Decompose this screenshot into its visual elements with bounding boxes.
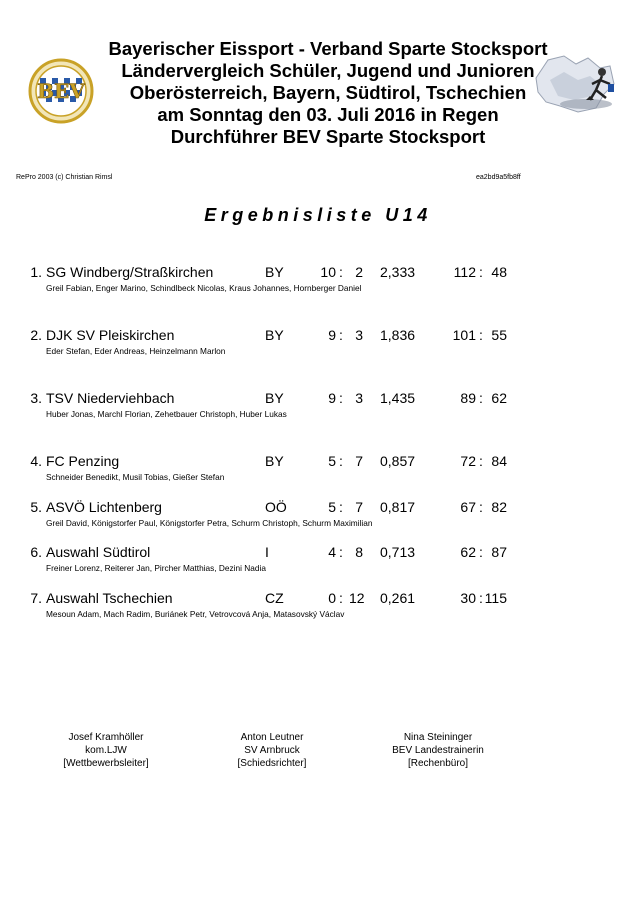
separator-colon: : (479, 327, 483, 343)
result-quotient: 0,817 (380, 499, 416, 515)
result-points-minus: 3 (355, 327, 363, 343)
result-score-minus: 62 (491, 390, 507, 406)
result-score-minus: 82 (491, 499, 507, 515)
signature-name: Josef Kramhöller (68, 732, 144, 743)
result-country: CZ (265, 590, 284, 606)
separator-colon: : (479, 499, 483, 515)
result-points-minus: 8 (355, 544, 363, 560)
separator-colon: : (339, 264, 343, 280)
result-row (0, 390, 636, 424)
result-row (0, 544, 636, 578)
result-score-minus: 48 (491, 264, 507, 280)
signature-block-2 (192, 731, 352, 770)
result-players: Huber Jonas, Marchl Florian, Zehetbauer Christoph, Huber Lukas (46, 409, 287, 419)
result-row (0, 590, 636, 624)
result-rank: 4. (30, 453, 42, 469)
result-points-plus: 9 (328, 327, 336, 343)
signature-affiliation: SV Arnbruck (244, 745, 300, 756)
signature-affiliation: kom.LJW (85, 745, 127, 756)
result-team: SG Windberg/Straßkirchen (46, 264, 214, 280)
result-country: BY (265, 453, 284, 469)
result-score-minus: 115 (484, 590, 507, 606)
result-score-plus: 101 (452, 327, 476, 343)
signature-block-3 (358, 731, 518, 770)
header-line-1: Bayerischer Eissport - Verband Sparte Stocksport (108, 38, 548, 59)
result-points-plus: 10 (320, 264, 336, 280)
result-score-plus: 112 (453, 264, 476, 280)
header-line-2: Ländervergleich Schüler, Jugend und Junioren (121, 60, 535, 81)
document-hash: ea2bd9a5fb8ff (476, 174, 521, 181)
header (0, 38, 636, 148)
result-country: I (265, 544, 269, 560)
signature-block-1 (26, 731, 186, 770)
result-players: Greil Fabian, Enger Marino, Schindlbeck Nicolas, Kraus Johannes, Hornberger Daniel (46, 283, 362, 293)
signature-affiliation: BEV Landestrainerin (392, 745, 484, 756)
separator-colon: : (339, 327, 343, 343)
result-players: Eder Stefan, Eder Andreas, Heinzelmann Marlon (46, 346, 226, 356)
separator-colon: : (339, 499, 343, 515)
result-points-plus: 4 (328, 544, 336, 560)
result-score-plus: 30 (460, 590, 476, 606)
signature-name: Anton Leutner (240, 732, 304, 743)
result-players: Greil David, Königstorfer Paul, Königstorfer Petra, Schurm Christoph, Schurm Maximilian (46, 518, 373, 528)
result-players: Freiner Lorenz, Reiterer Jan, Pircher Matthias, Dezini Nadia (46, 563, 266, 573)
result-country: BY (265, 264, 284, 280)
separator-colon: : (479, 390, 483, 406)
result-players: Schneider Benedikt, Musil Tobias, Gießer Stefan (46, 472, 225, 482)
result-points-minus: 7 (355, 499, 363, 515)
result-row (0, 499, 636, 533)
separator-colon: : (339, 590, 343, 606)
result-points-minus: 3 (355, 390, 363, 406)
result-row (0, 453, 636, 487)
result-row (0, 264, 636, 298)
result-points-minus: 12 (349, 590, 365, 606)
result-rank: 7. (30, 590, 42, 606)
header-line-3: Oberösterreich, Bayern, Südtirol, Tschechien (129, 82, 527, 103)
result-score-plus: 67 (460, 499, 476, 515)
result-quotient: 0,261 (380, 590, 416, 606)
result-quotient: 0,857 (380, 453, 416, 469)
result-quotient: 1,836 (380, 327, 416, 343)
result-score-plus: 72 (460, 453, 476, 469)
result-country: BY (265, 327, 284, 343)
header-line-4: am Sonntag den 03. Juli 2016 in Regen (157, 104, 499, 125)
result-team: FC Penzing (46, 453, 120, 469)
result-team: Auswahl Tschechien (46, 590, 173, 606)
result-quotient: 2,333 (380, 264, 416, 280)
header-line-5: Durchführer BEV Sparte Stocksport (170, 126, 486, 147)
signature-name: Nina Steininger (403, 732, 473, 743)
result-country: BY (265, 390, 284, 406)
separator-colon: : (479, 590, 483, 606)
result-rank: 3. (30, 390, 42, 406)
result-quotient: 0,713 (380, 544, 416, 560)
result-score-minus: 87 (491, 544, 507, 560)
separator-colon: : (339, 453, 343, 469)
bev-logo-text: BEV (37, 79, 85, 103)
result-rank: 5. (30, 499, 42, 515)
result-team: TSV Niederviehbach (46, 390, 175, 406)
separator-colon: : (479, 453, 483, 469)
copyright-note: RePro 2003 (c) Christian Rimsl (16, 174, 113, 181)
result-row (0, 327, 636, 361)
result-score-minus: 84 (491, 453, 507, 469)
result-rank: 2. (30, 327, 42, 343)
result-points-minus: 2 (355, 264, 363, 280)
result-quotient: 1,435 (380, 390, 416, 406)
signature-role: [Schiedsrichter] (237, 758, 307, 769)
result-team: ASVÖ Lichtenberg (46, 499, 162, 515)
result-score-plus: 62 (460, 544, 476, 560)
result-points-plus: 9 (328, 390, 336, 406)
result-team: Auswahl Südtirol (46, 544, 151, 560)
result-country: OÖ (265, 499, 287, 515)
result-players: Mesoun Adam, Mach Radim, Buriánek Petr, Vetrovcová Anja, Matasovský Václav (46, 609, 345, 619)
result-points-plus: 5 (328, 453, 336, 469)
separator-colon: : (479, 264, 483, 280)
result-points-plus: 0 (328, 590, 336, 606)
separator-colon: : (339, 544, 343, 560)
result-score-minus: 55 (491, 327, 507, 343)
result-rank: 1. (30, 264, 42, 280)
result-points-minus: 7 (355, 453, 363, 469)
separator-colon: : (479, 544, 483, 560)
signature-role: [Wettbewerbsleiter] (63, 758, 149, 769)
result-score-plus: 89 (460, 390, 476, 406)
signature-role: [Rechenbüro] (407, 758, 469, 769)
page-title: Ergebnisliste U14 (204, 205, 432, 225)
separator-colon: : (339, 390, 343, 406)
result-team: DJK SV Pleiskirchen (46, 327, 175, 343)
result-points-plus: 5 (328, 499, 336, 515)
result-rank: 6. (30, 544, 42, 560)
